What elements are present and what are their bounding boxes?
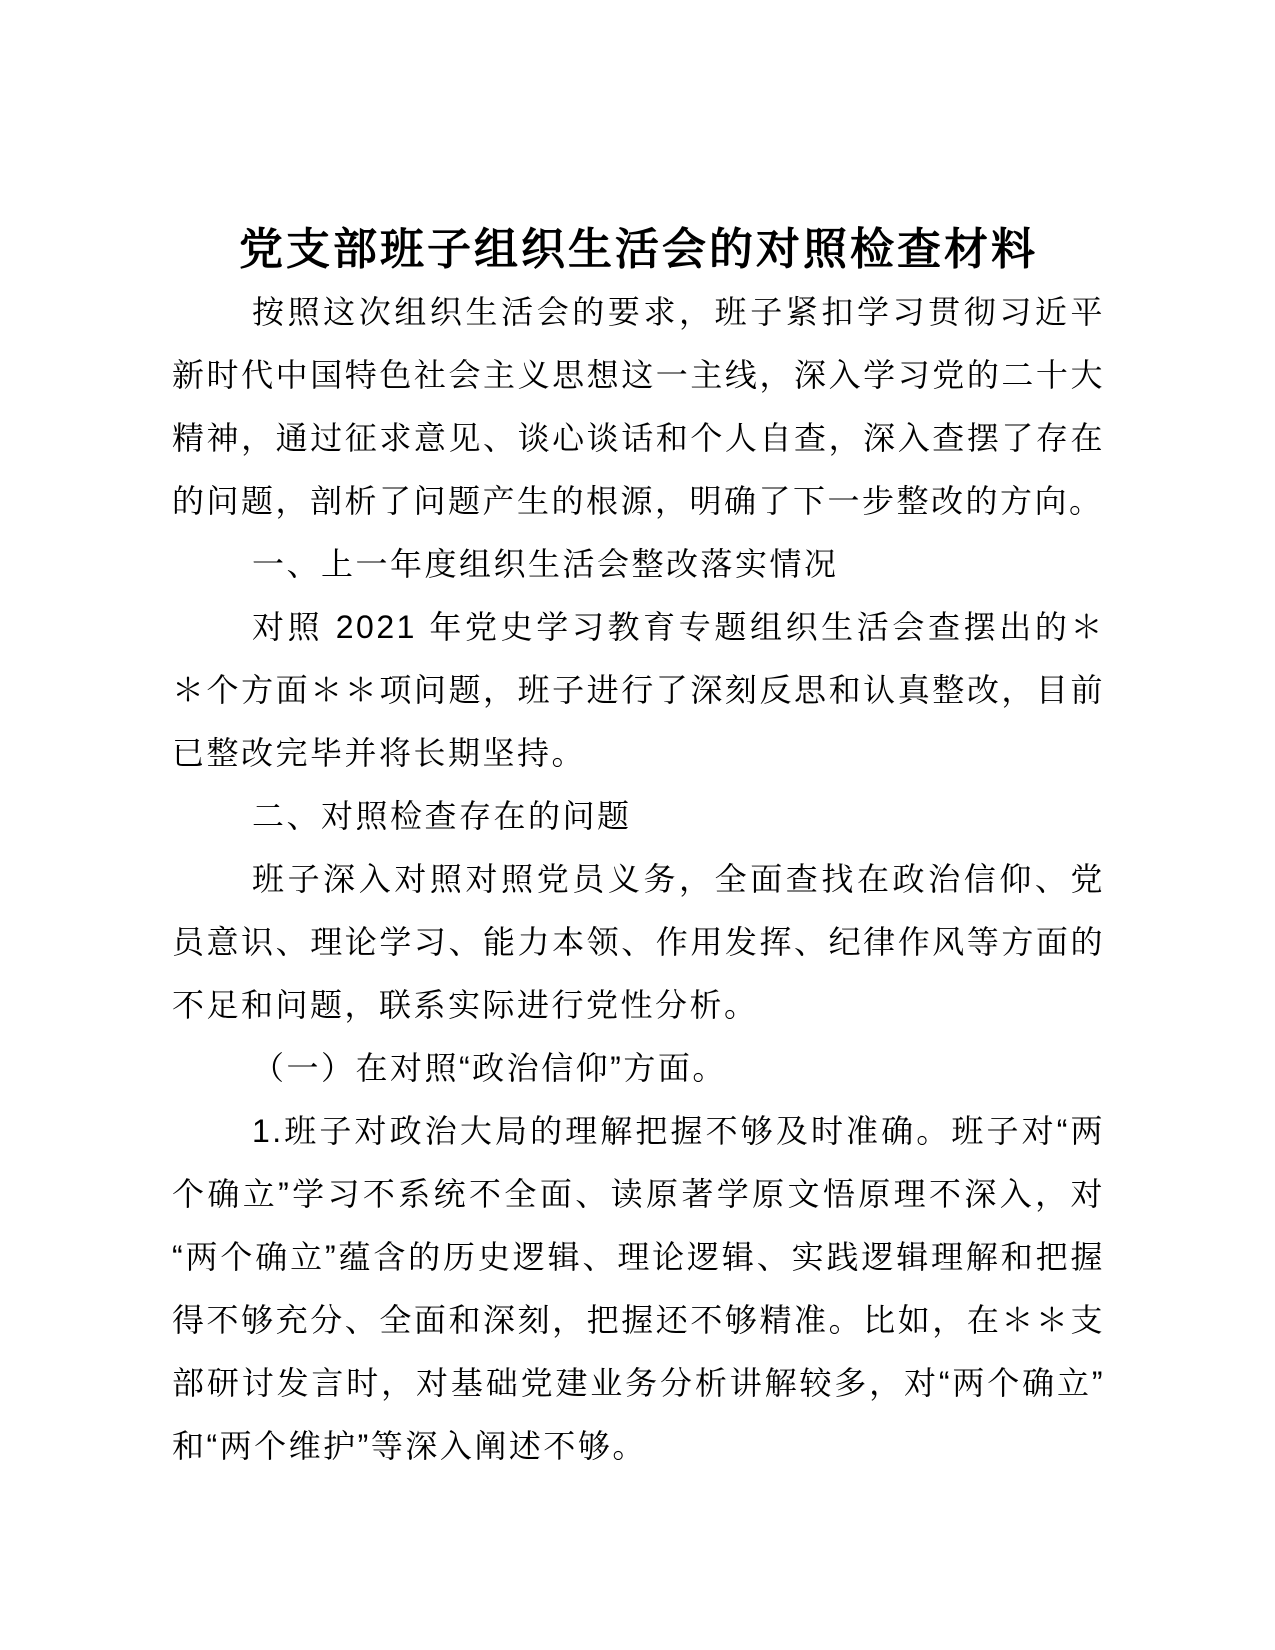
paragraph-intro: 按照这次组织生活会的要求，班子紧扣学习贯彻习近平新时代中国特色社会主义思想这一主线，深入学习党的二十大精神，通过征求意见、谈心谈话和个人自查，深入查摆了存在的问题，剖析了问题产生的根源，明确了下一步整改的方向。 — [172, 294, 1105, 519]
section-heading-1: 一、上一年度组织生活会整改落实情况 — [252, 546, 839, 582]
paragraph-rectification-status: 对照 2021 年党史学习教育专题组织生活会查摆出的＊＊个方面＊＊项问题，班子进行了深刻反思和认真整改，目前已整改完毕并将长期坚持。 — [172, 609, 1105, 771]
section-heading-2: 二、对照检查存在的问题 — [252, 798, 632, 834]
document-title: 党支部班子组织生活会的对照检查材料 — [239, 225, 1038, 274]
subsection-heading-political-belief: （一）在对照“政治信仰”方面。 — [252, 1050, 727, 1086]
paragraph-problem-item-1: 1.班子对政治大局的理解把握不够及时准确。班子对“两个确立”学习不系统不全面、读原著学原文悟原理不深入，对“两个确立”蕴含的历史逻辑、理论逻辑、实践逻辑理解和把握得不够充分、全面和深刻，把握还不够精准。比如，在＊＊支部研讨发言时，对基础党建业务分析讲解较多，对“两个确立”和“两个维护”等深入阐述不够。 — [172, 1113, 1105, 1464]
paragraph-problems-overview: 班子深入对照对照党员义务，全面查找在政治信仰、党员意识、理论学习、能力本领、作用发挥、纪律作风等方面的不足和问题，联系实际进行党性分析。 — [172, 861, 1105, 1023]
